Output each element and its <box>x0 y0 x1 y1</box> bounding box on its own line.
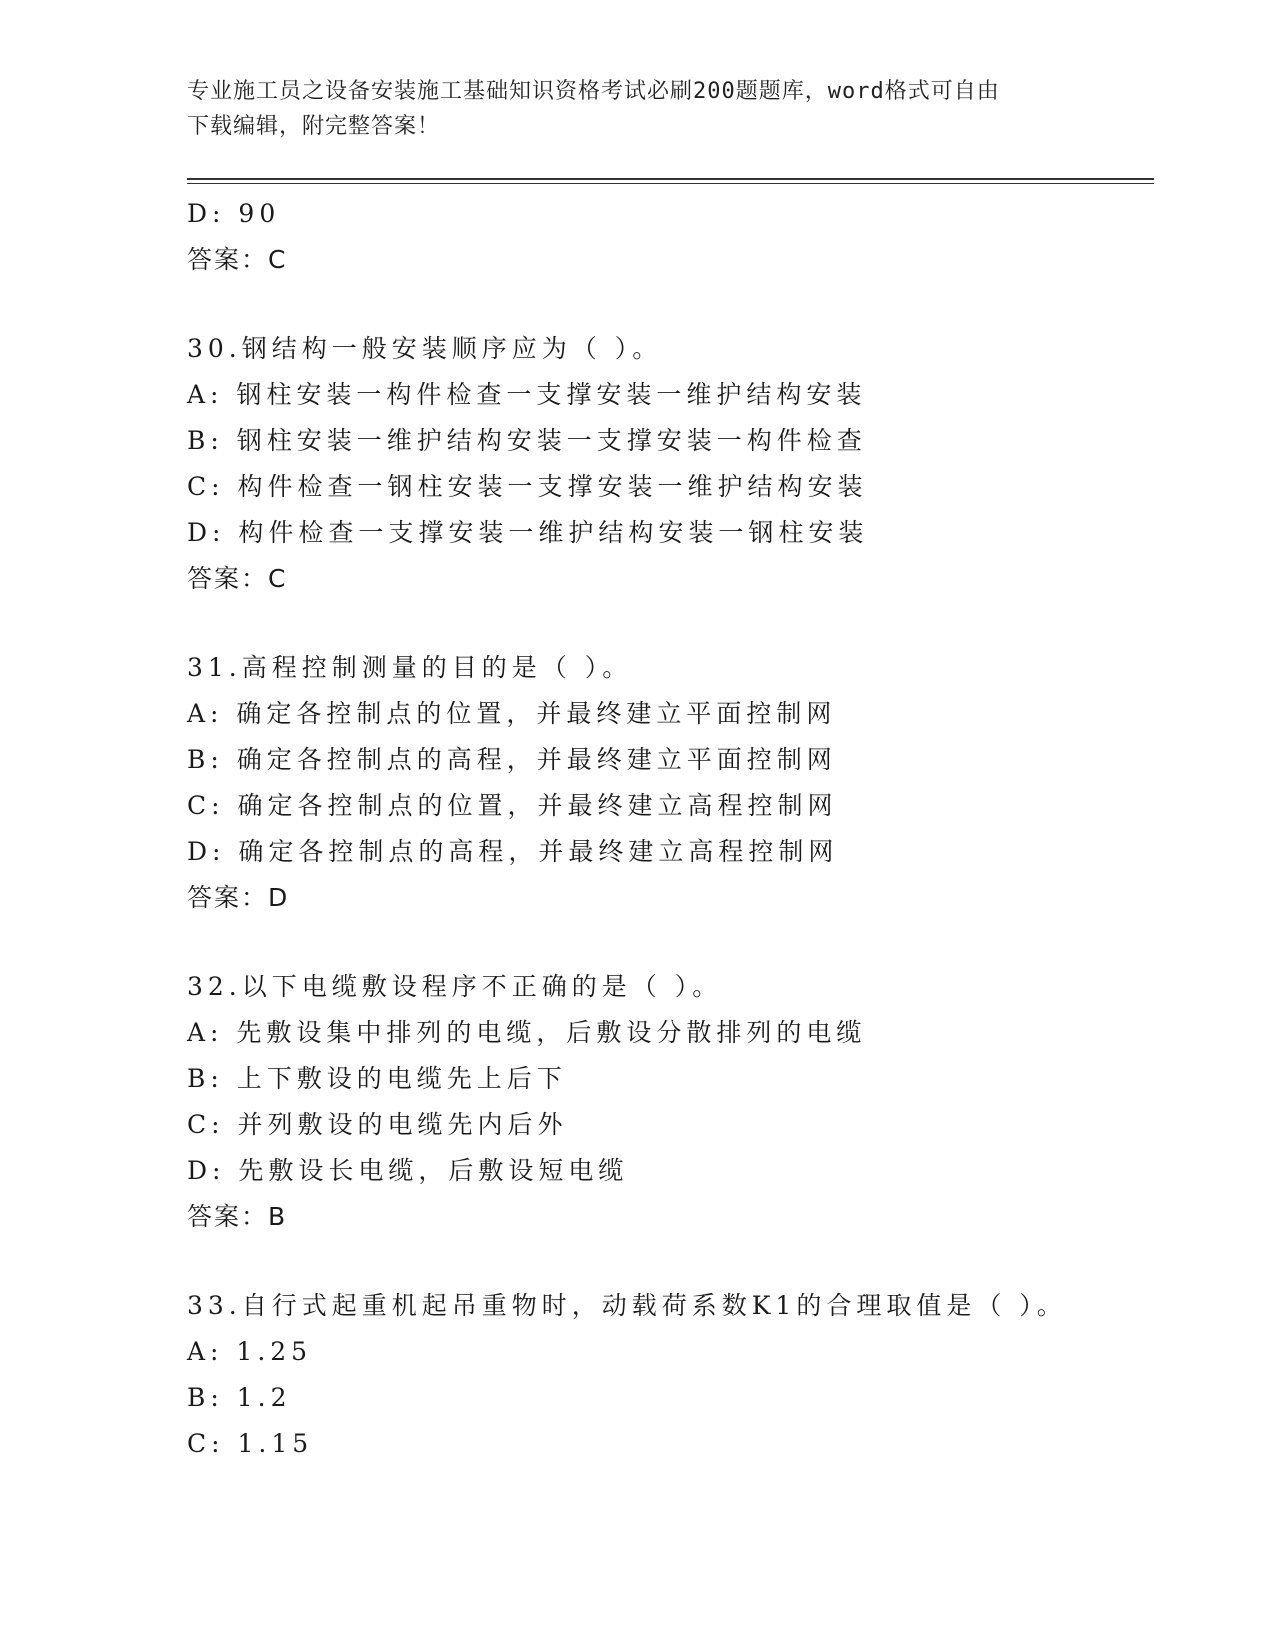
header-title-line-1: 专业施工员之设备安装施工基础知识资格考试必刷200题题库，word格式可自由 <box>187 79 1000 104</box>
question-30 <box>187 326 1167 602</box>
option-b: B: 确定各控制点的高程，并最终建立平面控制网 <box>187 745 837 774</box>
question-stem: 31.高程控制测量的目的是（ ）。 <box>187 653 633 682</box>
option-c: C: 构件检查一钢柱安装一支撑安装一维护结构安装 <box>187 472 868 501</box>
header-title-line-2: 下载编辑，附完整答案！ <box>187 114 441 139</box>
question-stem: 30.钢结构一般安装顺序应为（ ）。 <box>187 334 663 363</box>
question-stem: 32.以下电缆敷设程序不正确的是（ ）。 <box>187 972 723 1001</box>
answer-line: 答案：D <box>187 883 290 912</box>
spacer <box>187 602 1167 645</box>
option-b: B: 钢柱安装一维护结构安装一支撑安装一构件检查 <box>187 426 867 455</box>
question-29-continuation <box>187 191 1167 283</box>
option-d: D: 构件检查一支撑安装一维护结构安装一钢柱安装 <box>187 518 869 547</box>
option-d: D: 确定各控制点的高程，并最终建立高程控制网 <box>187 837 839 866</box>
option-d: D: 90 <box>187 199 281 228</box>
option-a: A: 1.25 <box>187 1337 313 1366</box>
option-c: C: 1.15 <box>187 1429 314 1458</box>
option-b: B: 1.2 <box>187 1383 292 1412</box>
spacer <box>187 283 1167 326</box>
option-c: C: 确定各控制点的位置，并最终建立高程控制网 <box>187 791 838 820</box>
question-33 <box>187 1283 1167 1467</box>
option-a: A: 钢柱安装一构件检查一支撑安装一维护结构安装 <box>187 380 867 409</box>
question-31 <box>187 645 1167 921</box>
answer-line: 答案：C <box>187 564 288 593</box>
header-divider-thick <box>187 178 1154 180</box>
question-stem: 33.自行式起重机起吊重物时，动载荷系数K1的合理取值是（ ）。 <box>187 1291 1067 1320</box>
question-content <box>187 191 1167 1467</box>
spacer <box>187 921 1167 964</box>
question-32 <box>187 964 1167 1240</box>
option-b: B: 上下敷设的电缆先上后下 <box>187 1064 567 1093</box>
spacer <box>187 1240 1167 1283</box>
option-a: A: 确定各控制点的位置，并最终建立平面控制网 <box>187 699 837 728</box>
answer-line: 答案：B <box>187 1202 288 1231</box>
answer-line: 答案：C <box>187 245 288 274</box>
page-header <box>187 74 1087 144</box>
header-divider-thin <box>187 183 1154 184</box>
option-c: C: 并列敷设的电缆先内后外 <box>187 1110 568 1139</box>
option-d: D: 先敷设长电缆，后敷设短电缆 <box>187 1156 629 1185</box>
option-a: A: 先敷设集中排列的电缆，后敷设分散排列的电缆 <box>187 1018 867 1047</box>
